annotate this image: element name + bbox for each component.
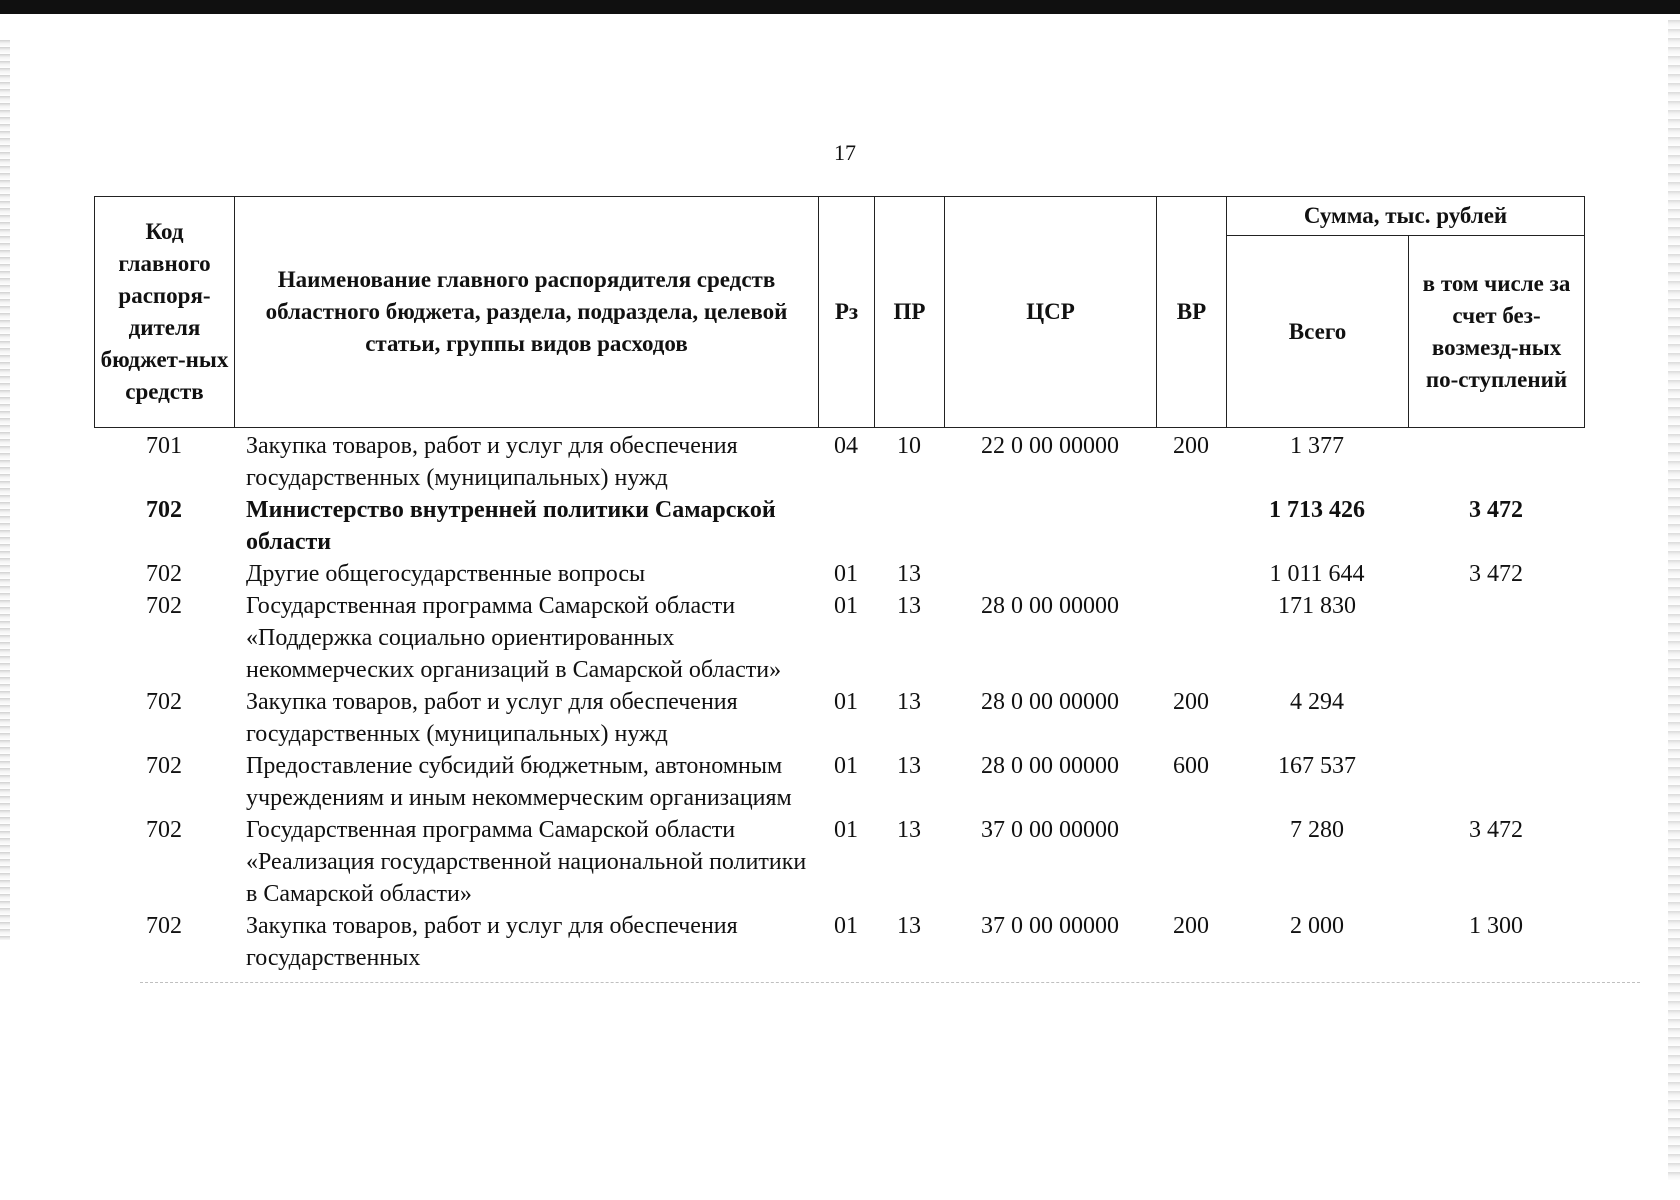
cell-total: 2 000: [1290, 913, 1344, 939]
cell-csr: 28 0 00 00000: [981, 593, 1119, 619]
table-body: [94, 430, 1584, 974]
cell-code: 702: [146, 689, 182, 715]
cell-rz: 01: [834, 817, 858, 843]
cell-total: 4 294: [1290, 689, 1344, 715]
cell-name: Предоставление субсидий бюджетным, автономным учреждениям и иным некоммерческим организациям: [246, 753, 792, 811]
cell-rz: 01: [834, 561, 858, 587]
cell-total: 1 011 644: [1269, 561, 1365, 587]
page-number: 17: [834, 140, 856, 165]
cell-pr: [874, 494, 944, 558]
cell-total: 1 713 426: [1269, 497, 1365, 523]
cell-pr: 13: [897, 753, 921, 779]
cell-code: 702: [146, 817, 182, 843]
cell-pr: 13: [897, 593, 921, 619]
cell-pr: 13: [897, 689, 921, 715]
cell-name: Государственная программа Самарской области «Поддержка социально ориентированных некоммерческих организаций в Самарской области»: [246, 593, 782, 683]
scan-right-edge: [1668, 20, 1680, 1180]
cell-name: Другие общегосударственные вопросы: [246, 561, 646, 587]
table-row: [94, 494, 1584, 558]
cell-csr: 28 0 00 00000: [981, 753, 1119, 779]
cell-vr: [1156, 494, 1226, 558]
cell-pr: 13: [897, 913, 921, 939]
scan-left-edge: [0, 40, 10, 940]
cell-free: 1 300: [1469, 913, 1523, 939]
cell-name: Государственная программа Самарской области «Реализация государственной национальной политики в Самарской области»: [246, 817, 807, 907]
scan-top-border: [0, 0, 1680, 14]
cell-pr: 13: [897, 561, 921, 587]
cell-rz: [818, 494, 874, 558]
cell-name: Закупка товаров, работ и услуг для обеспечения государственных (муниципальных) нужд: [246, 689, 738, 747]
cell-code: 702: [146, 593, 182, 619]
cell-pr: 10: [897, 433, 921, 459]
table-row: [94, 750, 1584, 814]
header-vr: ВР: [1157, 197, 1227, 428]
table-row: [94, 590, 1584, 686]
cell-name: Закупка товаров, работ и услуг для обеспечения государственных: [246, 913, 738, 971]
header-code: Код главного распоря-дителя бюджет-ных средств: [95, 197, 235, 428]
cell-free: 3 472: [1469, 817, 1523, 843]
cell-total: 171 830: [1278, 593, 1356, 619]
table-row: [94, 686, 1584, 750]
cell-vr: 200: [1173, 689, 1209, 715]
header-sum-group: Сумма, тыс. рублей: [1227, 197, 1585, 236]
cell-vr: 600: [1173, 753, 1209, 779]
cell-free: 3 472: [1469, 497, 1523, 523]
cell-code: 702: [146, 753, 182, 779]
header-pr: ПР: [875, 197, 945, 428]
cell-csr: 37 0 00 00000: [981, 817, 1119, 843]
cell-csr: 22 0 00 00000: [981, 433, 1119, 459]
cell-pr: 13: [897, 817, 921, 843]
header-free: в том числе за счет без-возмезд-ных по-ступлений: [1409, 236, 1585, 428]
cell-total: 1 377: [1290, 433, 1344, 459]
cell-free: [1408, 686, 1584, 750]
cell-total: 7 280: [1290, 817, 1344, 843]
cell-vr: 200: [1173, 913, 1209, 939]
cell-csr: [944, 494, 1156, 558]
cell-name: Закупка товаров, работ и услуг для обеспечения государственных (муниципальных) нужд: [246, 433, 738, 491]
table-row: [94, 910, 1584, 974]
cell-vr: [1156, 590, 1226, 686]
cell-code: 702: [146, 497, 182, 523]
cell-rz: 01: [834, 593, 858, 619]
cell-free: [1408, 750, 1584, 814]
header-name: Наименование главного распорядителя средств областного бюджета, раздела, подраздела, целевой статьи, группы видов расходов: [235, 197, 819, 428]
table-header: [94, 196, 1585, 428]
cell-rz: 01: [834, 689, 858, 715]
header-rz: Рз: [819, 197, 875, 428]
cell-csr: [944, 558, 1156, 590]
cell-rz: 04: [834, 433, 858, 459]
table-row: [94, 430, 1584, 494]
cell-free: [1408, 430, 1584, 494]
cell-code: 701: [146, 433, 182, 459]
table-row: [94, 558, 1584, 590]
cell-total: 167 537: [1278, 753, 1356, 779]
cell-csr: 37 0 00 00000: [981, 913, 1119, 939]
cell-vr: [1156, 814, 1226, 910]
cell-rz: 01: [834, 913, 858, 939]
table-row: [94, 814, 1584, 910]
cell-rz: 01: [834, 753, 858, 779]
cell-csr: 28 0 00 00000: [981, 689, 1119, 715]
header-csr: ЦСР: [945, 197, 1157, 428]
cell-free: [1408, 590, 1584, 686]
cell-code: 702: [146, 913, 182, 939]
cell-vr: 200: [1173, 433, 1209, 459]
scan-fold-line: [140, 982, 1640, 983]
header-total: Всего: [1227, 236, 1409, 428]
cell-vr: [1156, 558, 1226, 590]
cell-free: 3 472: [1469, 561, 1523, 587]
cell-code: 702: [146, 561, 182, 587]
cell-name: Министерство внутренней политики Самарской области: [246, 497, 776, 555]
